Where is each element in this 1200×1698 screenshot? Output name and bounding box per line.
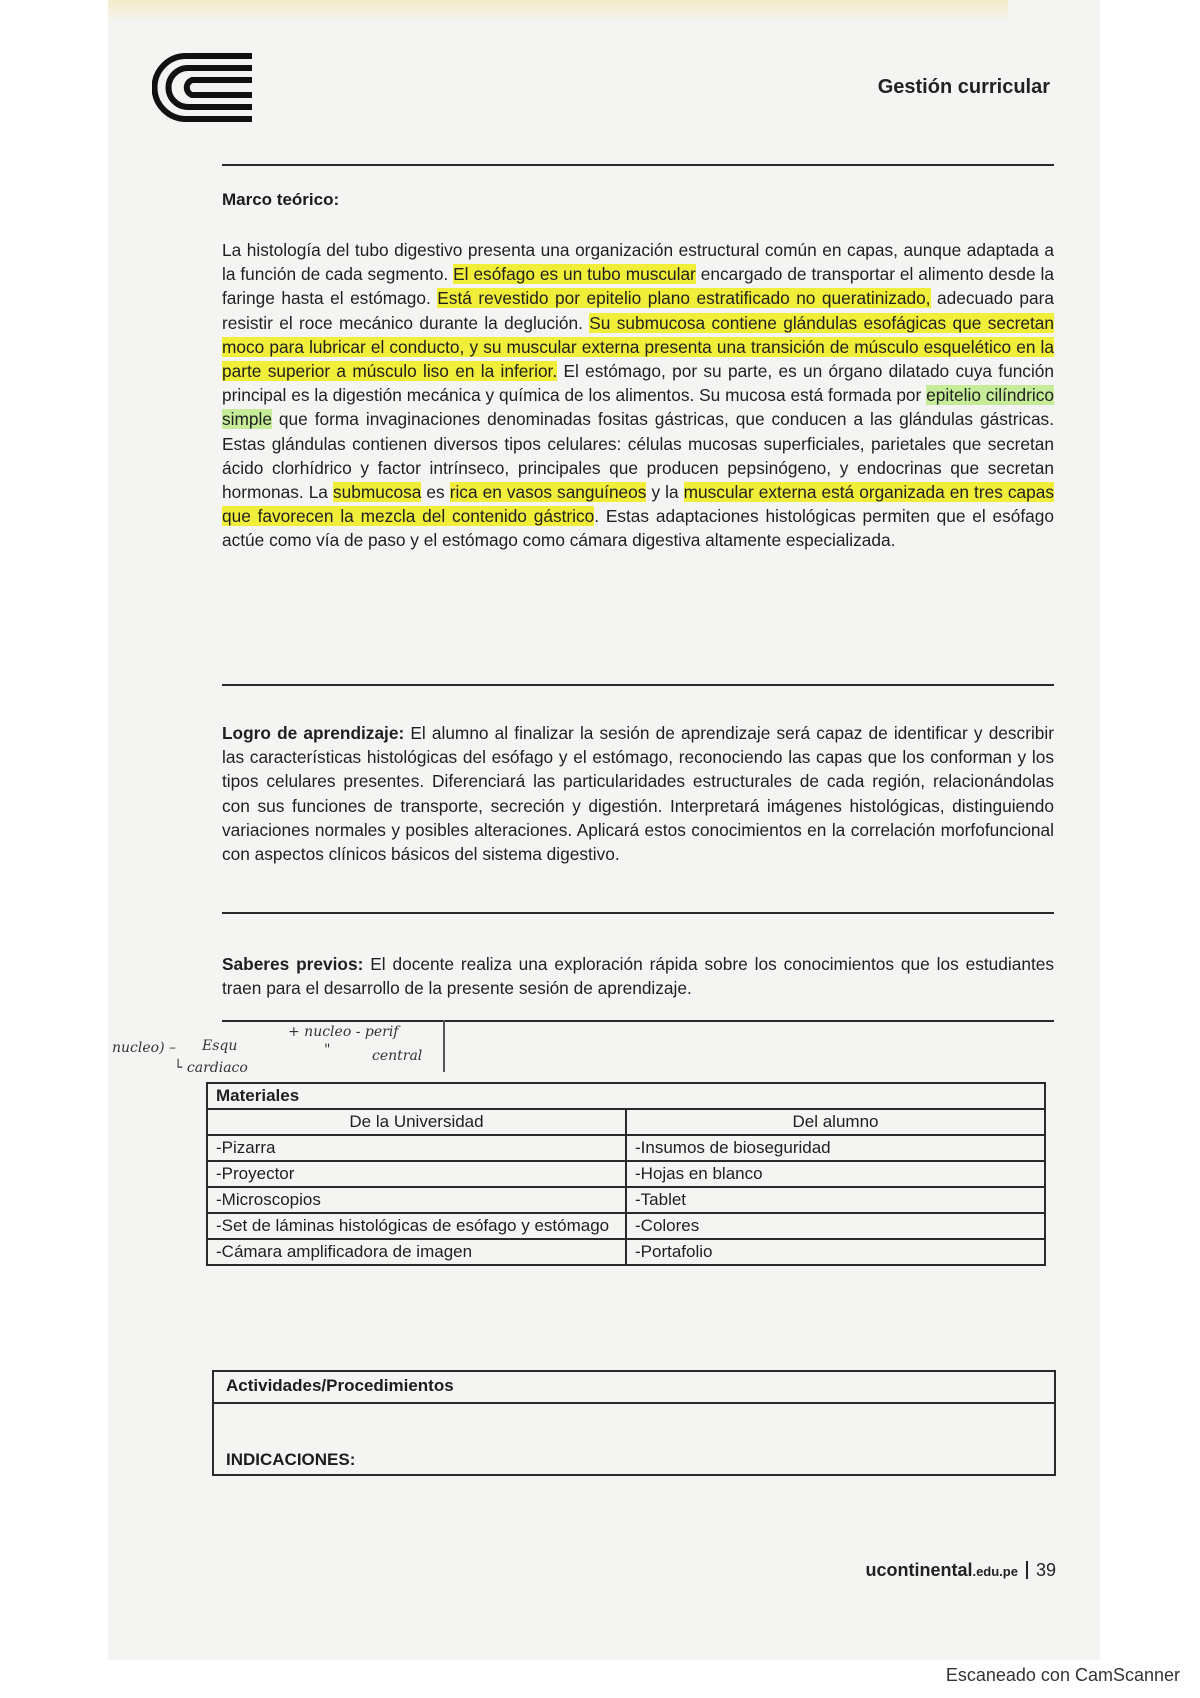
- cell-student: -Insumos de bioseguridad: [626, 1135, 1045, 1161]
- cell-university: -Microscopios: [207, 1187, 626, 1213]
- divider: [222, 164, 1054, 166]
- activities-title: Actividades/Procedimientos: [214, 1372, 1054, 1404]
- materials-title: Materiales: [207, 1083, 1045, 1109]
- logro-paragraph: [222, 721, 1054, 866]
- indications-label: INDICACIONES:: [226, 1450, 356, 1469]
- saberes-paragraph: [222, 952, 1054, 1000]
- saberes-label: Saberes previos:: [222, 954, 364, 974]
- cell-student: -Colores: [626, 1213, 1045, 1239]
- materials-table: [206, 1082, 1046, 1266]
- highlighted-text: El esófago es un tubo muscular: [453, 264, 696, 285]
- note-ditto: ": [324, 1042, 331, 1058]
- table-row: [207, 1161, 1045, 1187]
- table-row: [207, 1239, 1045, 1265]
- cell-university: -Pizarra: [207, 1135, 626, 1161]
- cell-student: -Portafolio: [626, 1239, 1045, 1265]
- highlighted-text: Está revestido por epitelio plano estratificado no queratinizado,: [437, 288, 931, 309]
- marco-paragraph: [222, 238, 1054, 553]
- activities-box: [212, 1370, 1056, 1476]
- note-perif: + nucleo - perif: [288, 1024, 399, 1040]
- footer-separator: [1026, 1561, 1028, 1579]
- note-cardiaco: └ cardiaco: [174, 1060, 248, 1076]
- body-text: . Estas adaptaciones histológicas permiten que el esófago actúe como vía de paso y el estómago como cámara digestiva altamente especializada.: [222, 506, 1054, 551]
- body-text: El estómago, por su parte, es un órgano dilatado cuya función principal es la digestión mecánica y química de los alimentos. Su mucosa está formada por: [222, 361, 1055, 406]
- logro-text: El alumno al finalizar la sesión de aprendizaje será capaz de identificar y describir las características histológicas del esófago y el estómago, reconociendo las capas que los conforman y los tipos celulares presentes. Diferenciará las particularidades estructurales de cada región, relacionándolas con sus funciones de transporte, secreción y digestión. Interpretará imágenes histológicas, distinguiendo variaciones normales y posibles alteraciones. Aplicará estos conocimientos en la correlación morfofuncional con aspectos clínicos básicos del sistema digestivo.: [222, 723, 1054, 865]
- highlighted-text: epitelio cilíndrico simple: [222, 385, 1054, 430]
- page-number: 39: [1035, 1560, 1056, 1580]
- logro-label: Logro de aprendizaje:: [222, 723, 405, 743]
- body-text: y la: [646, 482, 684, 503]
- body-text: adecuado para resistir el roce mecánico durante la deglución.: [222, 288, 1055, 333]
- header-title: Gestión curricular: [877, 76, 1050, 98]
- scanner-watermark: Escaneado con CamScanner: [945, 1665, 1180, 1685]
- table-row: [207, 1135, 1045, 1161]
- cell-student: -Tablet: [626, 1187, 1045, 1213]
- note-bracket: [443, 1020, 445, 1072]
- cell-university: -Cámara amplificadora de imagen: [207, 1239, 626, 1265]
- highlighted-text: muscular externa está organizada en tres capas que favorecen la mezcla del contenido gástrico: [222, 482, 1054, 527]
- saberes-text: El docente realiza una exploración rápida sobre los conocimientos que los estudiantes traen para el desarrollo de la presente sesión de aprendizaje.: [222, 954, 1055, 999]
- col-university: De la Universidad: [207, 1109, 626, 1135]
- footer-site: ucontinental: [865, 1560, 973, 1580]
- divider: [222, 684, 1054, 686]
- cell-university: -Proyector: [207, 1161, 626, 1187]
- footer-domain: .edu.pe: [972, 1564, 1018, 1579]
- paper-stain: [108, 0, 1008, 22]
- body-text: La histología del tubo digestivo presenta una organización estructural común en capas, aunque adaptada a la función de cada segmento.: [222, 240, 1054, 285]
- continental-logo-icon: [152, 50, 257, 125]
- body-text: que forma invaginaciones denominadas fositas gástricas, que conducen a las glándulas gástricas. Estas glándulas contienen diversos tipos celulares: células mucosas superficiales, parietales que secretan ácido clorhídrico y factor intrínseco, principales que producen pepsinógeno, y endocrinas que secretan hormonas. La: [222, 409, 1054, 503]
- table-row: [207, 1187, 1045, 1213]
- highlighted-text: submucosa: [332, 482, 422, 503]
- cell-student: -Hojas en blanco: [626, 1161, 1045, 1187]
- highlighted-text: rica en vasos sanguíneos: [449, 482, 647, 503]
- note-nucleo: nucleo) –: [112, 1040, 176, 1056]
- body-text: encargado de transportar el alimento desde la faringe hasta el estómago.: [222, 264, 1054, 309]
- divider: [222, 912, 1054, 914]
- note-central: central: [372, 1048, 423, 1064]
- highlighted-text: Su submucosa contiene glándulas esofágicas que secretan moco para lubricar el conducto, y su muscular externa presenta una transición de músculo esquelético en la parte superior a músculo liso en la inferior.: [222, 312, 1054, 382]
- page-footer: [820, 1560, 1056, 1581]
- col-student: Del alumno: [626, 1109, 1045, 1135]
- note-esqu: Esqu: [202, 1038, 238, 1054]
- marco-heading: Marco teórico:: [222, 190, 340, 209]
- body-text: es: [421, 482, 450, 503]
- cell-university: -Set de láminas histológicas de esófago y estómago: [207, 1213, 626, 1239]
- table-row: [207, 1213, 1045, 1239]
- handwritten-note: [110, 1020, 450, 1086]
